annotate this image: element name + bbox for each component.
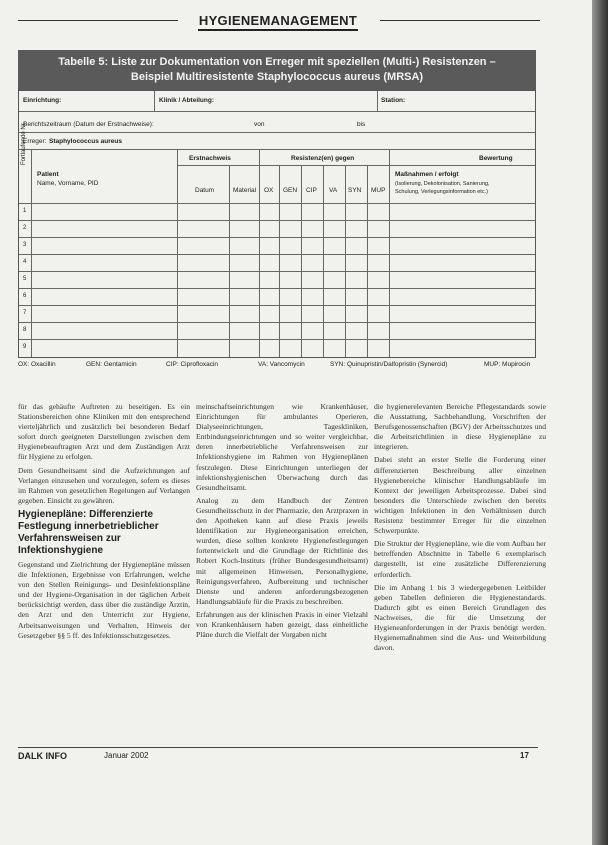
row-number: 2 [23,225,27,231]
table-caption-line1: Tabelle 5: Liste zur Dokumentation von Erreger mit speziellen (Multi-) Resistenzen – [58,56,496,68]
paragraph: Erfahrungen aus der klinischen Praxis in einer Vielzahl von Krankenhäusern haben gezeigt, dass einheitliche Pläne durch die Vielfalt der Vorgaben nicht [196,609,368,640]
paragraph: meinschaftseinrichtungen wie Krankenhäuser, Einrichtungen für ambulantes Operieren, Dialyseeinrichtungen, Tageskliniken, Entbindungseinrichtungen und so weiter vergleichbar, deren innerbetriebliche Verfahrensweisen zur Infektionshygiene im Rahmen von Hygieneplänen festzulegen. Diese Einrichtungen unterliegen der infektionshygienischen Überwachung durch das Gesundheitsamt. [196,402,368,492]
paragraph: Die Struktur der Hygienepläne, wie die vom Aufbau her betreffenden Abschnitte in Tabelle 6 exemplarisch dargestellt, ist eine zusätzliche Differenzierung erforderlich. [374,539,546,579]
erreger-name: Staphylococcus aureus [49,138,122,145]
patient-sublabel: Name, Vorname, PID [37,180,99,187]
footer-rule [18,747,538,748]
row-number: 9 [23,344,27,350]
col-syn: SYN [348,187,362,194]
col-va: VA [329,187,338,194]
berichtszeit-label: Berichtszeitraum (Datum der Erstnachweise): [23,121,154,128]
text-column-1 [18,402,190,644]
documentation-form [18,90,536,358]
col-datum: Datum [195,187,215,194]
row-number: 8 [23,327,27,333]
legend-gen: GEN: Gentamicin [86,361,137,368]
col-mup: MUP [371,187,386,194]
patient-label: Patient [37,171,59,178]
fortlaufende-nr-label: Fortlaufende Nr. [21,121,27,165]
massnahmen-sub2: Schulung, Verlegungsinformation etc.) [395,189,488,195]
row-number: 5 [23,276,27,282]
journal-logo: DALK INFO [18,751,67,761]
resistenz-header: Resistenz(en) gegen [291,155,355,162]
paragraph: Die im Anhang 1 bis 3 wiedergegebenen Leitbilder geben Tabellen definieren die Hygienestandards. Dadurch gibt es einen Bereich Grundlagen des Nachweises, die für die Umsetzung der Hygieneanforderungen in der Praxis benötigt werden. Hygienemaßnahmen sind die Aus- und Weiterbildung davon. [374,582,546,653]
row-number: 3 [23,242,27,248]
von-label: von [254,121,265,128]
bis-label: bis [357,121,366,128]
massnahmen-sub1: (Isolierung, Dekolonisation, Sanierung, [395,181,490,187]
subheading: Hygienepläne: Differenzierte Festlegung innerbetrieblicher Verfahrensweisen zur Infektionshygiene [18,508,159,556]
legend-syn: SYN: Quinupristin/Dalfopristin (Synercid) [330,361,448,368]
paragraph: Dem Gesundheitsamt sind die Aufzeichnungen auf Verlangen einzusehen und vorzulegen, sofern es dieses im Rahmen von gesetzlichen Regelungen auf Verlangen gegeben. Einsicht zu gewähren. [18,465,190,505]
book-spine-shadow [592,0,608,845]
text-column-3 [374,402,546,656]
bewertung-header: Bewertung [479,155,513,162]
row-number: 1 [23,208,27,214]
klinik-label: Klinik / Abteilung: [159,97,215,104]
legend-ox: OX: Oxacillin [18,361,56,368]
col-ox: OX [264,187,274,194]
col-material: Material [233,187,257,194]
legend-mup: MUP: Mupirocin [484,361,531,368]
row-number: 4 [23,259,27,265]
paragraph: die hygienerelevanten Bereiche Pflegestandards sowie die Ausstattung, Sachbehandlung, Vorschriften der Berufsgenossenschaften (BGV) der Arbeitsschutzes und die Arbeitsrichtlinien in diese Hygienepläne zu integrieren. [374,402,546,452]
header-rule-right [380,20,540,21]
erstnachweis-header: Erstnachweis [189,155,231,162]
section-underline [198,29,358,31]
col-gen: GEN [283,187,298,194]
station-label: Station: [381,97,406,104]
legend-va: VA: Vancomycin [258,361,305,368]
paragraph: Gegenstand und Zielrichtung der Hygienepläne müssen die Infektionen, Ergebnisse von Erfahrungen, welche von den Stellen Reinigungs- und Desinfektionspläne und der Hygiene-Organisation in der täglichen Arbeit berücksichtigt werden, dass über die zuständige Ärztin, den Arzt und den Unterricht zur Hygiene, Arbeitsanweisungen und Verhalten, Hinweis der Gesetzgeber §§ 5 ff. des Infektionsschutzgesetzes. [18,559,190,640]
einrichtung-label: Einrichtung: [23,97,62,104]
page-number: 17 [520,751,529,760]
paragraph: für das gehäufte Auftreten zu beseitigen. Es ein Stationsbereichen ohne Kliniken mit den entsprechend vierteljährlich und zusätzlich bei besonderen Bedarf sofort durch geeigneten Darstellungen zwischen dem Hygienebeauftragten Arzt und dem Zuständigen Arzt für Hygiene zu erfolgen. [18,402,190,462]
table-caption-line2: Beispiel Multiresistente Staphylococcus aureus (MRSA) [130,71,424,83]
paragraph: Dabei steht an erster Stelle die Forderung einer differenzierten Beschreibung aller einzelnen Hygienebereiche klinischer Handlungsabläufe im Kontext der jeweiligen Arbeitsprozesse. Dabei sind besonders die Unterschiede zwischen den bereits wichtigen Infektionen in den Verhältnissen durch Resistenz bestimmter Erreger für die einzelnen Schwerpunkte. [374,455,546,536]
legend-cip: CIP: Ciprofloxacin [166,361,219,368]
text-column-2 [196,402,368,643]
row-number: 6 [23,293,27,299]
massnahmen-header: Maßnahmen / erfolgt [395,171,459,178]
issue-date: Januar 2002 [104,751,149,760]
header-rule-left [18,20,178,21]
row-number: 7 [23,310,27,316]
section-title: HYGIENEMANAGEMENT [198,13,358,28]
table-caption [18,50,536,90]
col-cip: CIP [306,187,317,194]
paragraph: Analog zu dem Handbuch der Zentren Gesundheitsschutz in der Pharmazie, den Arztpraxen in den Apotheken kann auf diese Praxis jeweils Identifikation zur Hygieneorganisation erreichen, wurden, diese sollten konkrete Hygienefestlegungen fortentwickelt und die Grundlage der Richtlinie des Robert Koch-Instituts (früher Bundesgesundheitsamt) mit allgemeinen Hinweisen, Personalhygiene, Reinigungsverfahren, Aufbereitung und technischer Dienste und anderen anforderungsbezogenen Handlungsabläufe für die Praxis zu beschreiben. [196,495,368,606]
erreger-label: Erreger: [23,138,47,145]
